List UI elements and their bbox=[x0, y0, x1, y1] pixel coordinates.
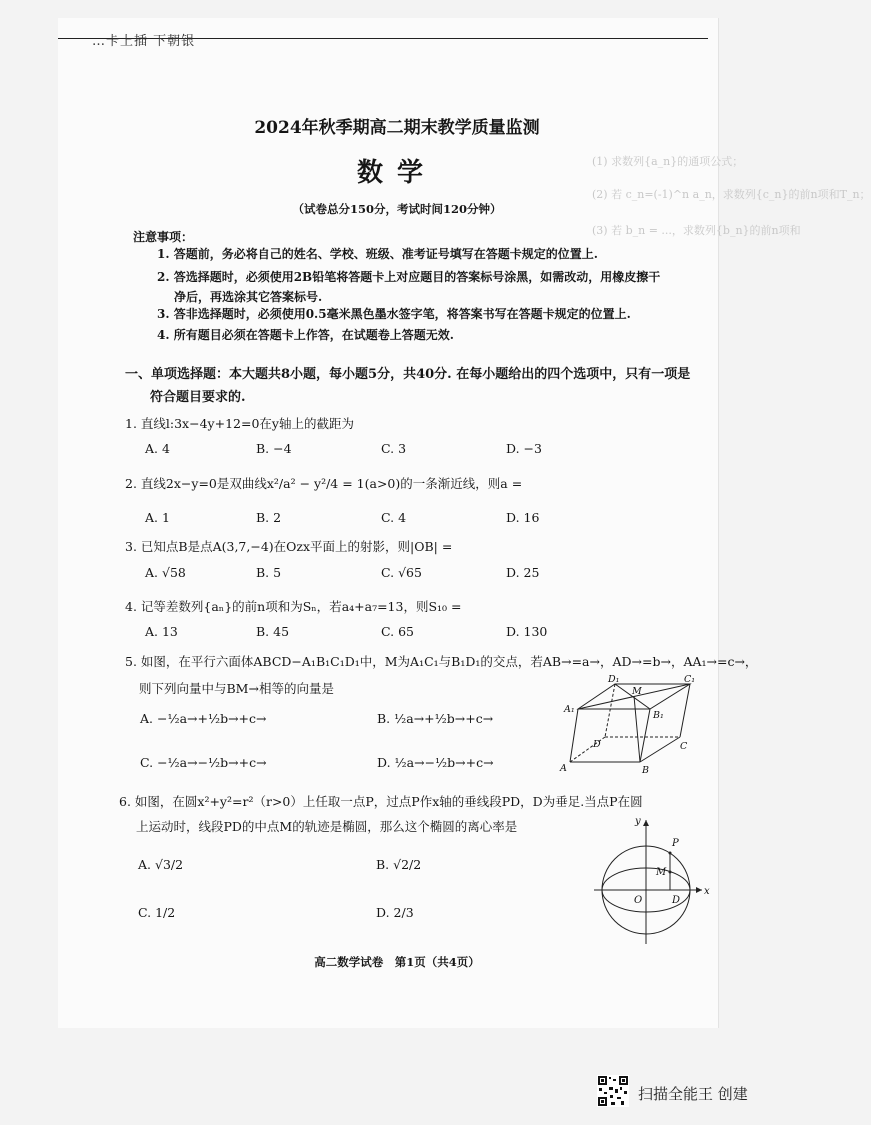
note-item: 净后，再选涂其它答案标号. bbox=[174, 290, 323, 304]
question-1-option-b: B. −4 bbox=[256, 441, 292, 456]
cube-label: A₁ bbox=[564, 704, 575, 715]
question-4-option-a: A. 13 bbox=[145, 624, 178, 639]
question-3-option-b: B. 5 bbox=[256, 565, 282, 580]
cube-label: B bbox=[642, 765, 649, 776]
bleed-line: (3) 若 b_n = ...，求数列{b_n}的前n项和 bbox=[592, 224, 801, 237]
exam-info: （试卷总分150分，考试时间120分钟） bbox=[292, 202, 502, 216]
header-scrawl: …卡上插 下朝银 bbox=[92, 34, 196, 49]
circle-label: P bbox=[672, 838, 679, 849]
circle-ellipse-figure bbox=[590, 812, 714, 952]
question-4-stem: 4. 记等差数列{aₙ}的前n项和为Sₙ，若a₄+a₇=13，则S₁₀ = bbox=[125, 599, 462, 614]
question-5-option-b: B. ½a→+½b→+c→ bbox=[377, 711, 494, 726]
page-footer: 高二数学试卷 第1页（共4页） bbox=[314, 955, 480, 969]
circle-label: O bbox=[634, 895, 643, 906]
cube-label: D bbox=[593, 739, 601, 750]
question-4-option-b: B. 45 bbox=[256, 624, 290, 639]
circle-label: M bbox=[656, 867, 667, 878]
question-4-option-c: C. 65 bbox=[381, 624, 414, 639]
question-1-option-a: A. 4 bbox=[145, 441, 170, 456]
question-3-option-c: C. √65 bbox=[381, 565, 422, 580]
note-item: 4. 所有题目必须在答题卡上作答，在试题卷上答题无效. bbox=[157, 328, 454, 342]
note-item: 2. 答选择题时，必须使用2B铅笔将答题卡上对应题目的答案标号涂黑，如需改动，用橡皮擦干 bbox=[157, 270, 661, 284]
exam-title: 2024年秋季期高二期末教学质量监测 bbox=[254, 118, 540, 138]
question-1-stem: 1. 直线l:3x−4y+12=0在y轴上的截距为 bbox=[125, 416, 354, 431]
cube-label: A bbox=[560, 763, 567, 774]
bleed-line: (2) 若 c_n=(-1)^n a_n，求数列{c_n}的前n项和T_n； bbox=[592, 188, 871, 201]
question-5-option-c: C. −½a→−½b→+c→ bbox=[140, 755, 267, 770]
question-5-stem: 5. 如图，在平行六面体ABCD−A₁B₁C₁D₁中，M为A₁C₁与B₁D₁的交点，若AB→=a→，AD→=b→，AA₁→=c→， bbox=[125, 654, 758, 669]
cube-label: B₁ bbox=[653, 710, 664, 721]
circle-label: x bbox=[704, 886, 710, 897]
question-1-option-c: C. 3 bbox=[381, 441, 407, 456]
cube-label: D₁ bbox=[608, 674, 620, 685]
question-1-option-d: D. −3 bbox=[506, 441, 542, 456]
question-2-stem: 2. 直线2x−y=0是双曲线x²/a² − y²/4 = 1(a>0)的一条渐近线，则a = bbox=[125, 476, 523, 491]
notes-title: 注意事项： bbox=[133, 230, 194, 244]
question-3-option-a: A. √58 bbox=[145, 565, 186, 580]
section-line-2: 符合题目要求的. bbox=[150, 390, 246, 405]
bleed-line: (1) 求数列{a_n}的通项公式； bbox=[592, 155, 744, 168]
question-4-option-d: D. 130 bbox=[506, 624, 548, 639]
question-5-stem-2: 则下列向量中与BM→相等的向量是 bbox=[139, 681, 334, 696]
question-3-stem: 3. 已知点B是点A(3,7,−4)在Ozx平面上的射影，则|OB| = bbox=[125, 539, 453, 554]
question-5-option-d: D. ½a→−½b→+c→ bbox=[377, 755, 494, 770]
question-6-stem-2: 上运动时，线段PD的中点M的轨迹是椭圆，那么这个椭圆的离心率是 bbox=[136, 819, 518, 834]
question-2-option-b: B. 2 bbox=[256, 510, 282, 525]
section-heading bbox=[125, 363, 690, 409]
section-line-1: 一、单项选择题：本大题共8小题，每小题5分，共40分. 在每小题给出的四个选项中，只有一项是 bbox=[125, 367, 691, 382]
cube-label: C₁ bbox=[684, 674, 696, 685]
question-2-option-d: D. 16 bbox=[506, 510, 540, 525]
subject-title: 数学 bbox=[356, 158, 437, 188]
circle-label: D bbox=[672, 895, 681, 906]
cube-label: C bbox=[680, 741, 688, 752]
cube-label: M bbox=[632, 686, 642, 697]
question-6-stem: 6. 如图，在圆x²+y²=r²（r>0）上任取一点P，过点P作x轴的垂线段PD，D为垂足.当点P在圆 bbox=[119, 794, 643, 809]
question-6-option-b: B. √2/2 bbox=[376, 857, 422, 872]
scanner-watermark-text: 扫描全能王 创建 bbox=[638, 1085, 748, 1103]
circle-label: y bbox=[635, 816, 641, 827]
question-5-option-a: A. −½a→+½b→+c→ bbox=[140, 711, 267, 726]
question-3-option-d: D. 25 bbox=[506, 565, 540, 580]
question-2-option-c: C. 4 bbox=[381, 510, 407, 525]
qr-code-icon bbox=[597, 1075, 629, 1107]
question-6-option-c: C. 1/2 bbox=[138, 905, 176, 920]
note-item: 1. 答题前，务必将自己的姓名、学校、班级、准考证号填写在答题卡规定的位置上. bbox=[157, 247, 598, 261]
question-6-option-d: D. 2/3 bbox=[376, 905, 414, 920]
note-item: 3. 答非选择题时，必须使用0.5毫米黑色墨水签字笔，将答案书写在答题卡规定的位置上. bbox=[157, 307, 631, 321]
parallelepiped-figure bbox=[560, 672, 700, 777]
question-6-option-a: A. √3/2 bbox=[138, 857, 184, 872]
question-2-option-a: A. 1 bbox=[145, 510, 170, 525]
